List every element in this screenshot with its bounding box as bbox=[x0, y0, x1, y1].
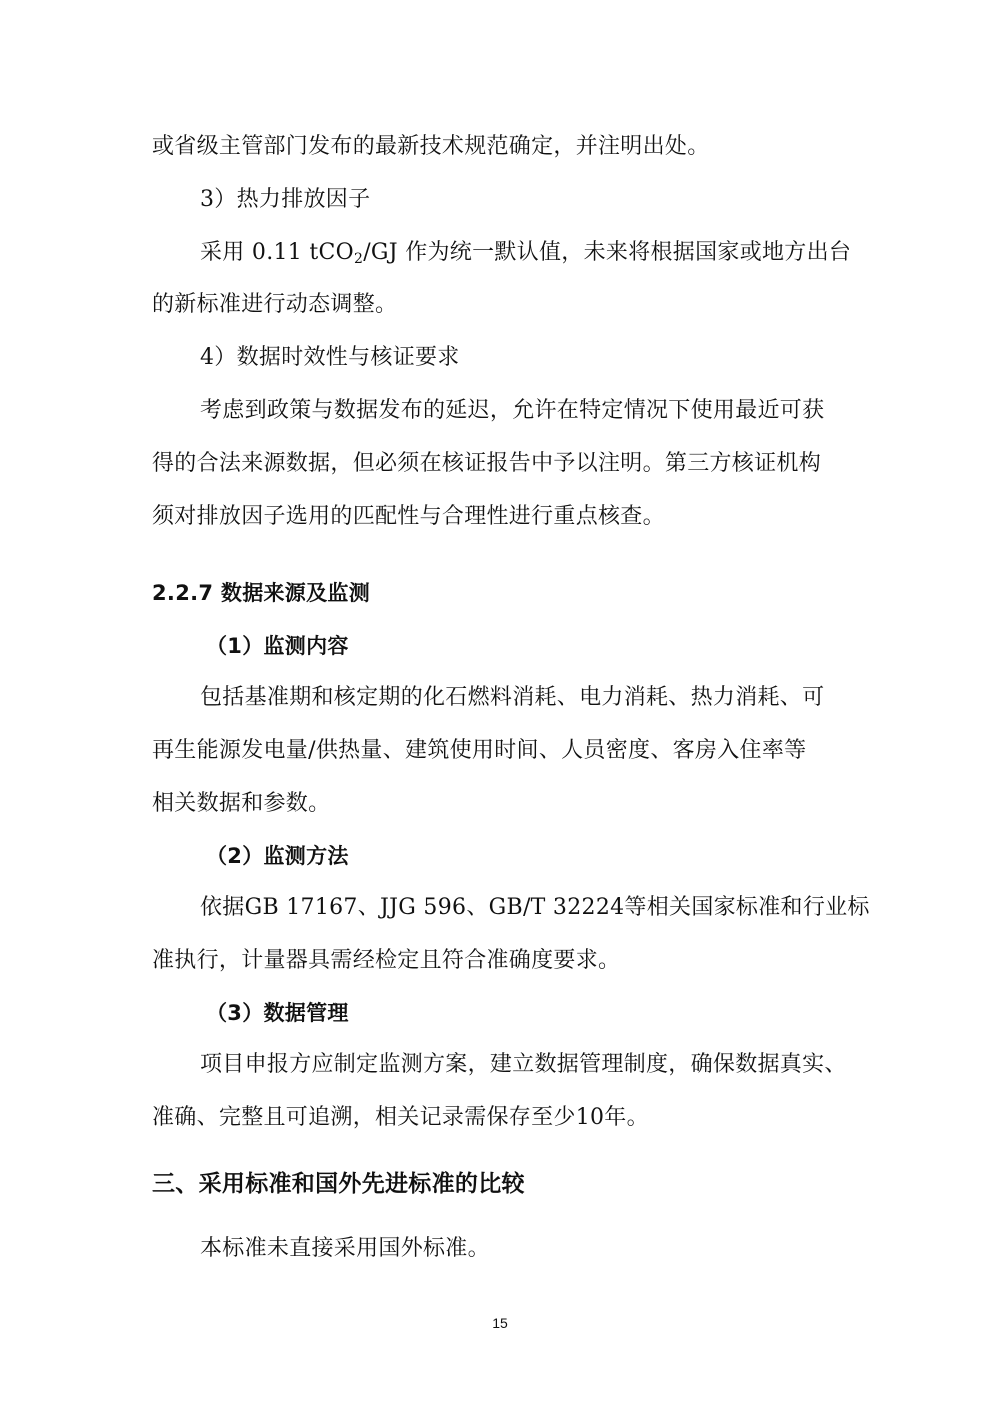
paragraph-line: 或省级主管部门发布的最新技术规范确定，并注明出处。 bbox=[152, 134, 710, 159]
chapter-heading-three: 三、采用标准和国外先进标准的比较 bbox=[152, 1171, 525, 1197]
paragraph-line: 的新标准进行动态调整。 bbox=[152, 292, 398, 317]
paragraph-line: 包括基准期和核定期的化石燃料消耗、电力消耗、热力消耗、可 bbox=[200, 685, 825, 710]
paragraph-line: 依据GB 17167、JJG 596、GB/T 32224等相关国家标准和行业标 bbox=[200, 895, 870, 920]
paragraph-line: 采用 0.11 tCO$_2$/GJ 作为统一默认值，未来将根据国家或地方出台 bbox=[200, 240, 852, 267]
subheading-monitoring-content: （1）监测内容 bbox=[206, 634, 349, 658]
list-heading-timeliness: 4）数据时效性与核证要求 bbox=[200, 345, 460, 370]
section-heading-2-2-7: 2.2.7 数据来源及监测 bbox=[152, 581, 371, 605]
paragraph-line: 项目申报方应制定监测方案，建立数据管理制度，确保数据真实、 bbox=[200, 1052, 847, 1077]
paragraph-line: 相关数据和参数。 bbox=[152, 791, 331, 816]
page-number: 15 bbox=[492, 1315, 508, 1331]
subheading-monitoring-method: （2）监测方法 bbox=[206, 844, 349, 868]
paragraph-line: 再生能源发电量/供热量、建筑使用时间、人员密度、客房入住率等 bbox=[152, 738, 807, 763]
paragraph-line: 得的合法来源数据，但必须在核证报告中予以注明。第三方核证机构 bbox=[152, 451, 822, 476]
paragraph-line: 本标准未直接采用国外标准。 bbox=[200, 1236, 490, 1261]
list-heading-heat-factor: 3）热力排放因子 bbox=[200, 187, 371, 212]
paragraph-line: 准执行，计量器具需经检定且符合准确度要求。 bbox=[152, 948, 621, 973]
paragraph-line: 须对排放因子选用的匹配性与合理性进行重点核查。 bbox=[152, 504, 665, 529]
paragraph-line: 考虑到政策与数据发布的延迟，允许在特定情况下使用最近可获 bbox=[200, 398, 825, 423]
subheading-data-management: （3）数据管理 bbox=[206, 1001, 349, 1025]
paragraph-line: 准确、完整且可追溯，相关记录需保存至少10年。 bbox=[152, 1105, 649, 1130]
